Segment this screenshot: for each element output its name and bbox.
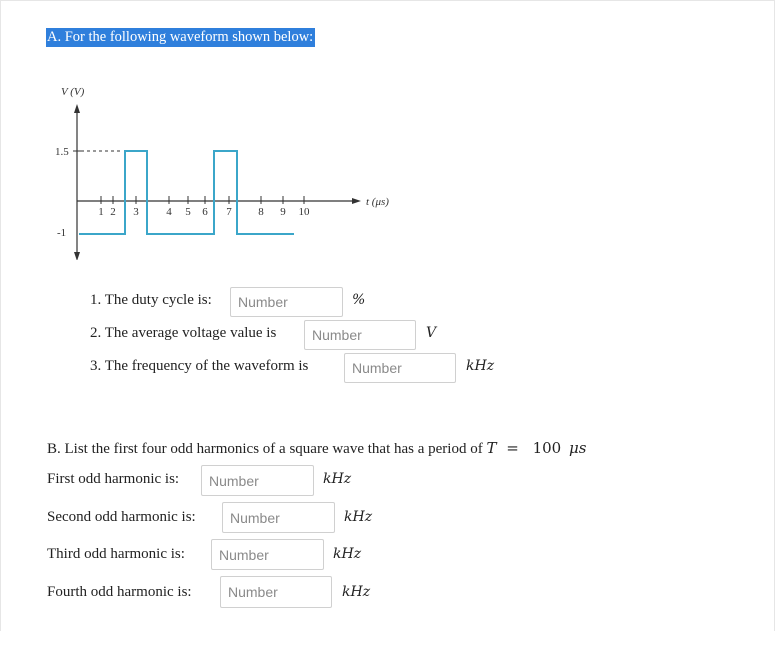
fourth-harmonic-unit: kHz (342, 584, 371, 600)
first-harmonic-input[interactable] (201, 465, 314, 496)
question-3-label: 3. The frequency of the waveform is (90, 358, 309, 374)
period-variable: T (486, 439, 497, 457)
y-tick-1-5: 1.5 (55, 146, 69, 158)
y-axis-arrow-down (74, 252, 80, 260)
y-axis-label: V (V) (61, 86, 85, 98)
x-tick-6: 6 (202, 206, 208, 218)
period-value: 100 (532, 439, 562, 457)
question-2-label: 2. The average voltage value is (90, 325, 277, 341)
x-tick-8: 8 (258, 206, 264, 218)
x-tick-5: 5 (185, 206, 191, 218)
third-harmonic-label: Third odd harmonic is: (47, 546, 185, 562)
x-tick-2: 2 (110, 206, 116, 218)
duty-cycle-unit: % (352, 292, 366, 308)
x-axis-arrow (352, 198, 361, 204)
section-b-prompt (47, 439, 586, 458)
fourth-harmonic-label: Fourth odd harmonic is: (47, 584, 192, 600)
x-tick-4: 4 (166, 206, 172, 218)
frequency-unit: kHz (466, 358, 495, 374)
y-tick-minus-1: -1 (57, 227, 67, 239)
section-a-title: A. For the following waveform shown below: (47, 29, 314, 45)
duty-cycle-input[interactable] (230, 287, 343, 317)
third-harmonic-unit: kHz (333, 546, 362, 562)
average-voltage-input[interactable] (304, 320, 416, 350)
question-1-label: 1. The duty cycle is: (90, 292, 212, 308)
x-tick-10: 10 (298, 206, 310, 218)
first-harmonic-unit: kHz (323, 471, 352, 487)
section-b-prompt-text: B. List the first four odd harmonics of a square wave that has a period of (47, 441, 483, 457)
square-waveform (79, 151, 294, 234)
third-harmonic-input[interactable] (211, 539, 324, 570)
period-unit: μs (568, 439, 587, 457)
second-harmonic-input[interactable] (222, 502, 335, 533)
second-harmonic-label: Second odd harmonic is: (47, 509, 196, 525)
second-harmonic-unit: kHz (344, 509, 373, 525)
period-equals: = (506, 439, 519, 457)
average-voltage-unit: V (426, 325, 437, 341)
first-harmonic-label: First odd harmonic is: (47, 471, 180, 487)
y-axis-arrow-up (74, 104, 80, 113)
waveform-figure (48, 80, 408, 260)
fourth-harmonic-input[interactable] (220, 576, 332, 608)
x-axis-label: t (μs) (366, 196, 389, 208)
x-tick-7: 7 (226, 206, 232, 218)
frequency-input[interactable] (344, 353, 456, 383)
x-tick-1: 1 (98, 206, 104, 218)
x-tick-3: 3 (133, 206, 139, 218)
x-tick-9: 9 (280, 206, 286, 218)
